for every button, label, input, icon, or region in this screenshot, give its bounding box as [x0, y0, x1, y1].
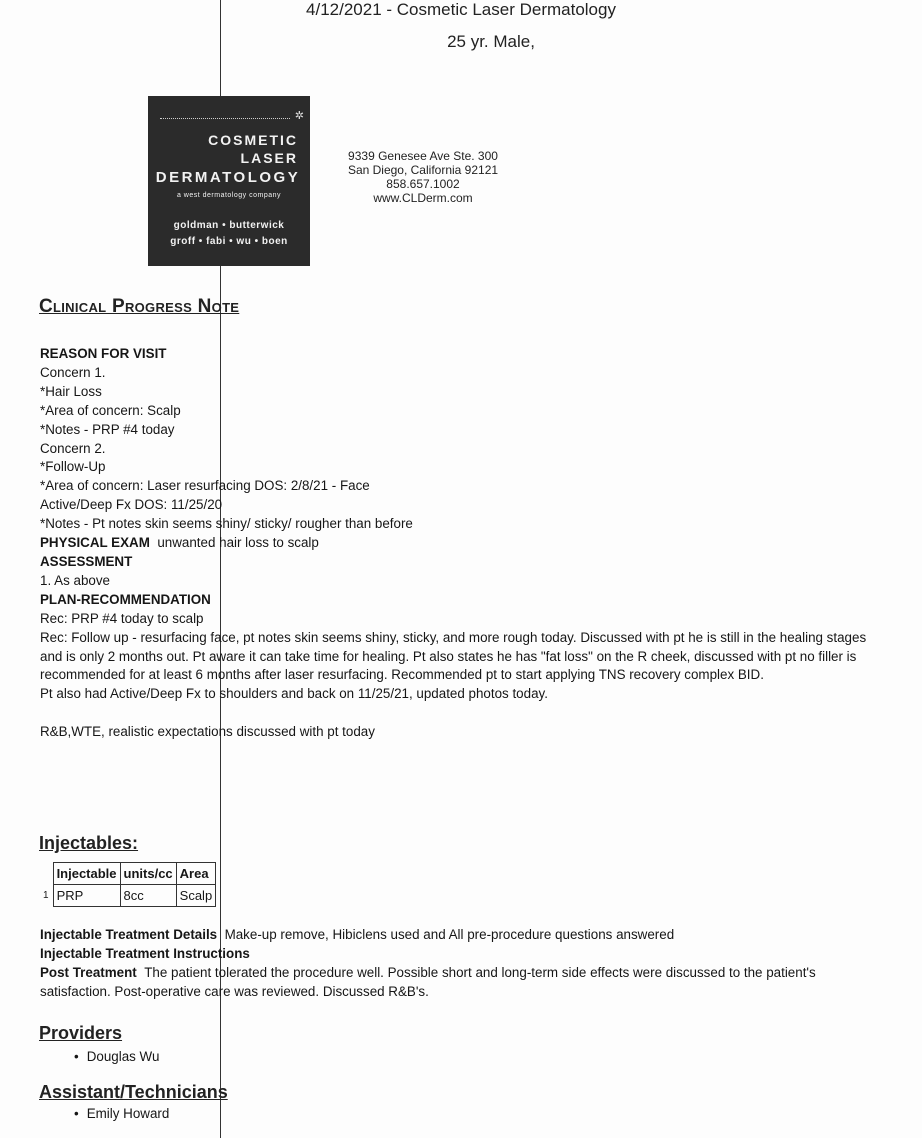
logo-rule	[160, 118, 290, 119]
concern-2-item: *Notes - Pt notes skin seems shiny/ sticky/ rougher than before	[40, 516, 413, 532]
assessment-heading: ASSESSMENT	[40, 553, 133, 569]
providers-heading: Providers	[39, 1023, 123, 1043]
treatment-details	[40, 926, 890, 945]
visit-header: 4/12/2021 - Cosmetic Laser Dermatology	[306, 0, 616, 19]
row-index: 1	[43, 890, 49, 901]
recommendation: Rec: Follow up - resurfacing face, pt notes skin seems shiny, sticky, and more rough today. Discussed with pt he is still in the healing stages and is only 2 months out. Pt aware it can take time for healing. Pt also states he has "fat loss" on the R cheek, discussed with pt no filler is recommended for at least 6 months after laser resurfacing. Recommended pt to start applying TNS recovery complex BID.	[40, 629, 867, 683]
assessment-text: 1. As above	[40, 572, 110, 588]
cell-area: Scalp	[176, 885, 216, 907]
page-title: Clinical Progress Note	[39, 296, 240, 317]
injectables-heading: Injectables:	[39, 833, 139, 853]
list-item: • Douglas Wu	[74, 1049, 159, 1064]
recommendation: Pt also had Active/Deep Fx to shoulders and back on 11/25/21, updated photos today.	[40, 686, 548, 702]
assistants-list	[74, 1106, 169, 1121]
cell-units: 8cc	[120, 885, 176, 907]
reason-heading: REASON FOR VISIT	[40, 346, 167, 361]
concern-2-item: *Follow-Up	[40, 459, 106, 475]
list-item: • Emily Howard	[74, 1106, 169, 1121]
sparkle-icon: ✲	[294, 110, 304, 122]
post-text: The patient tolerated the procedure well. Possible short and long-term side effects were discussed to the patient's satisfaction. Post-operative care was reviewed. Discussed R&B's.	[40, 964, 816, 999]
details-label: Injectable Treatment Details	[40, 927, 218, 942]
treatment-instructions: Injectable Treatment Instructions	[40, 945, 250, 961]
address-phone: 858.657.1002	[386, 177, 460, 191]
address-city: San Diego, California 92121	[347, 163, 499, 177]
column-header-units: units/cc	[120, 863, 176, 885]
patient-demographics: 25 yr. Male,	[447, 32, 535, 51]
treatment-section	[40, 926, 890, 1002]
index-header	[40, 863, 53, 885]
concern-2-item: Active/Deep Fx DOS: 11/25/20	[40, 497, 223, 513]
providers-list	[74, 1049, 159, 1064]
details-text: Make-up remove, Hibiclens used and All pre-procedure questions answered	[224, 927, 675, 942]
recommendation: Rec: PRP #4 today to scalp	[40, 610, 204, 626]
logo-word-laser: LASER	[240, 150, 298, 166]
clinic-logo	[148, 96, 310, 266]
column-header-area: Area	[176, 863, 216, 885]
note-body	[40, 345, 900, 742]
post-label: Post Treatment	[40, 964, 137, 980]
logo-names-2: groff • fabi • wu • boen	[170, 236, 288, 247]
post-treatment	[40, 964, 890, 1002]
exam-text: unwanted hair loss to scalp	[157, 535, 319, 551]
exam-label: PHYSICAL EXAM	[40, 535, 150, 551]
concern-2-item: *Area of concern: Laser resurfacing DOS: 2/8/21 - Face	[40, 478, 370, 494]
physical-exam	[40, 534, 900, 553]
cell-injectable: PRP	[53, 885, 120, 907]
concern-1: Concern 1.	[40, 364, 106, 380]
plan-heading: PLAN-RECOMMENDATION	[40, 591, 211, 607]
rb-note: R&B,WTE, realistic expectations discussed with pt today	[40, 724, 375, 740]
logo-word-dermatology: DERMATOLOGY	[155, 169, 301, 186]
concern-1-item: *Area of concern: Scalp	[40, 402, 181, 418]
clinic-address	[318, 149, 528, 205]
logo-names-1: goldman • butterwick	[173, 220, 285, 231]
spacer	[40, 704, 900, 723]
injectables-table	[40, 862, 216, 907]
address-street: 9339 Genesee Ave Ste. 300	[348, 149, 498, 163]
logo-word-cosmetic: COSMETIC	[208, 132, 298, 148]
table-header-row	[40, 863, 216, 885]
address-web: www.CLDerm.com	[373, 191, 473, 205]
concern-1-item: *Notes - PRP #4 today	[40, 421, 175, 437]
concern-2: Concern 2.	[40, 440, 106, 456]
logo-tagline: a west dermatology company	[176, 192, 282, 199]
table-row	[40, 885, 216, 907]
concern-1-item: *Hair Loss	[40, 383, 102, 399]
column-header-injectable: Injectable	[53, 863, 120, 885]
assistants-heading: Assistant/Technicians	[39, 1082, 228, 1102]
